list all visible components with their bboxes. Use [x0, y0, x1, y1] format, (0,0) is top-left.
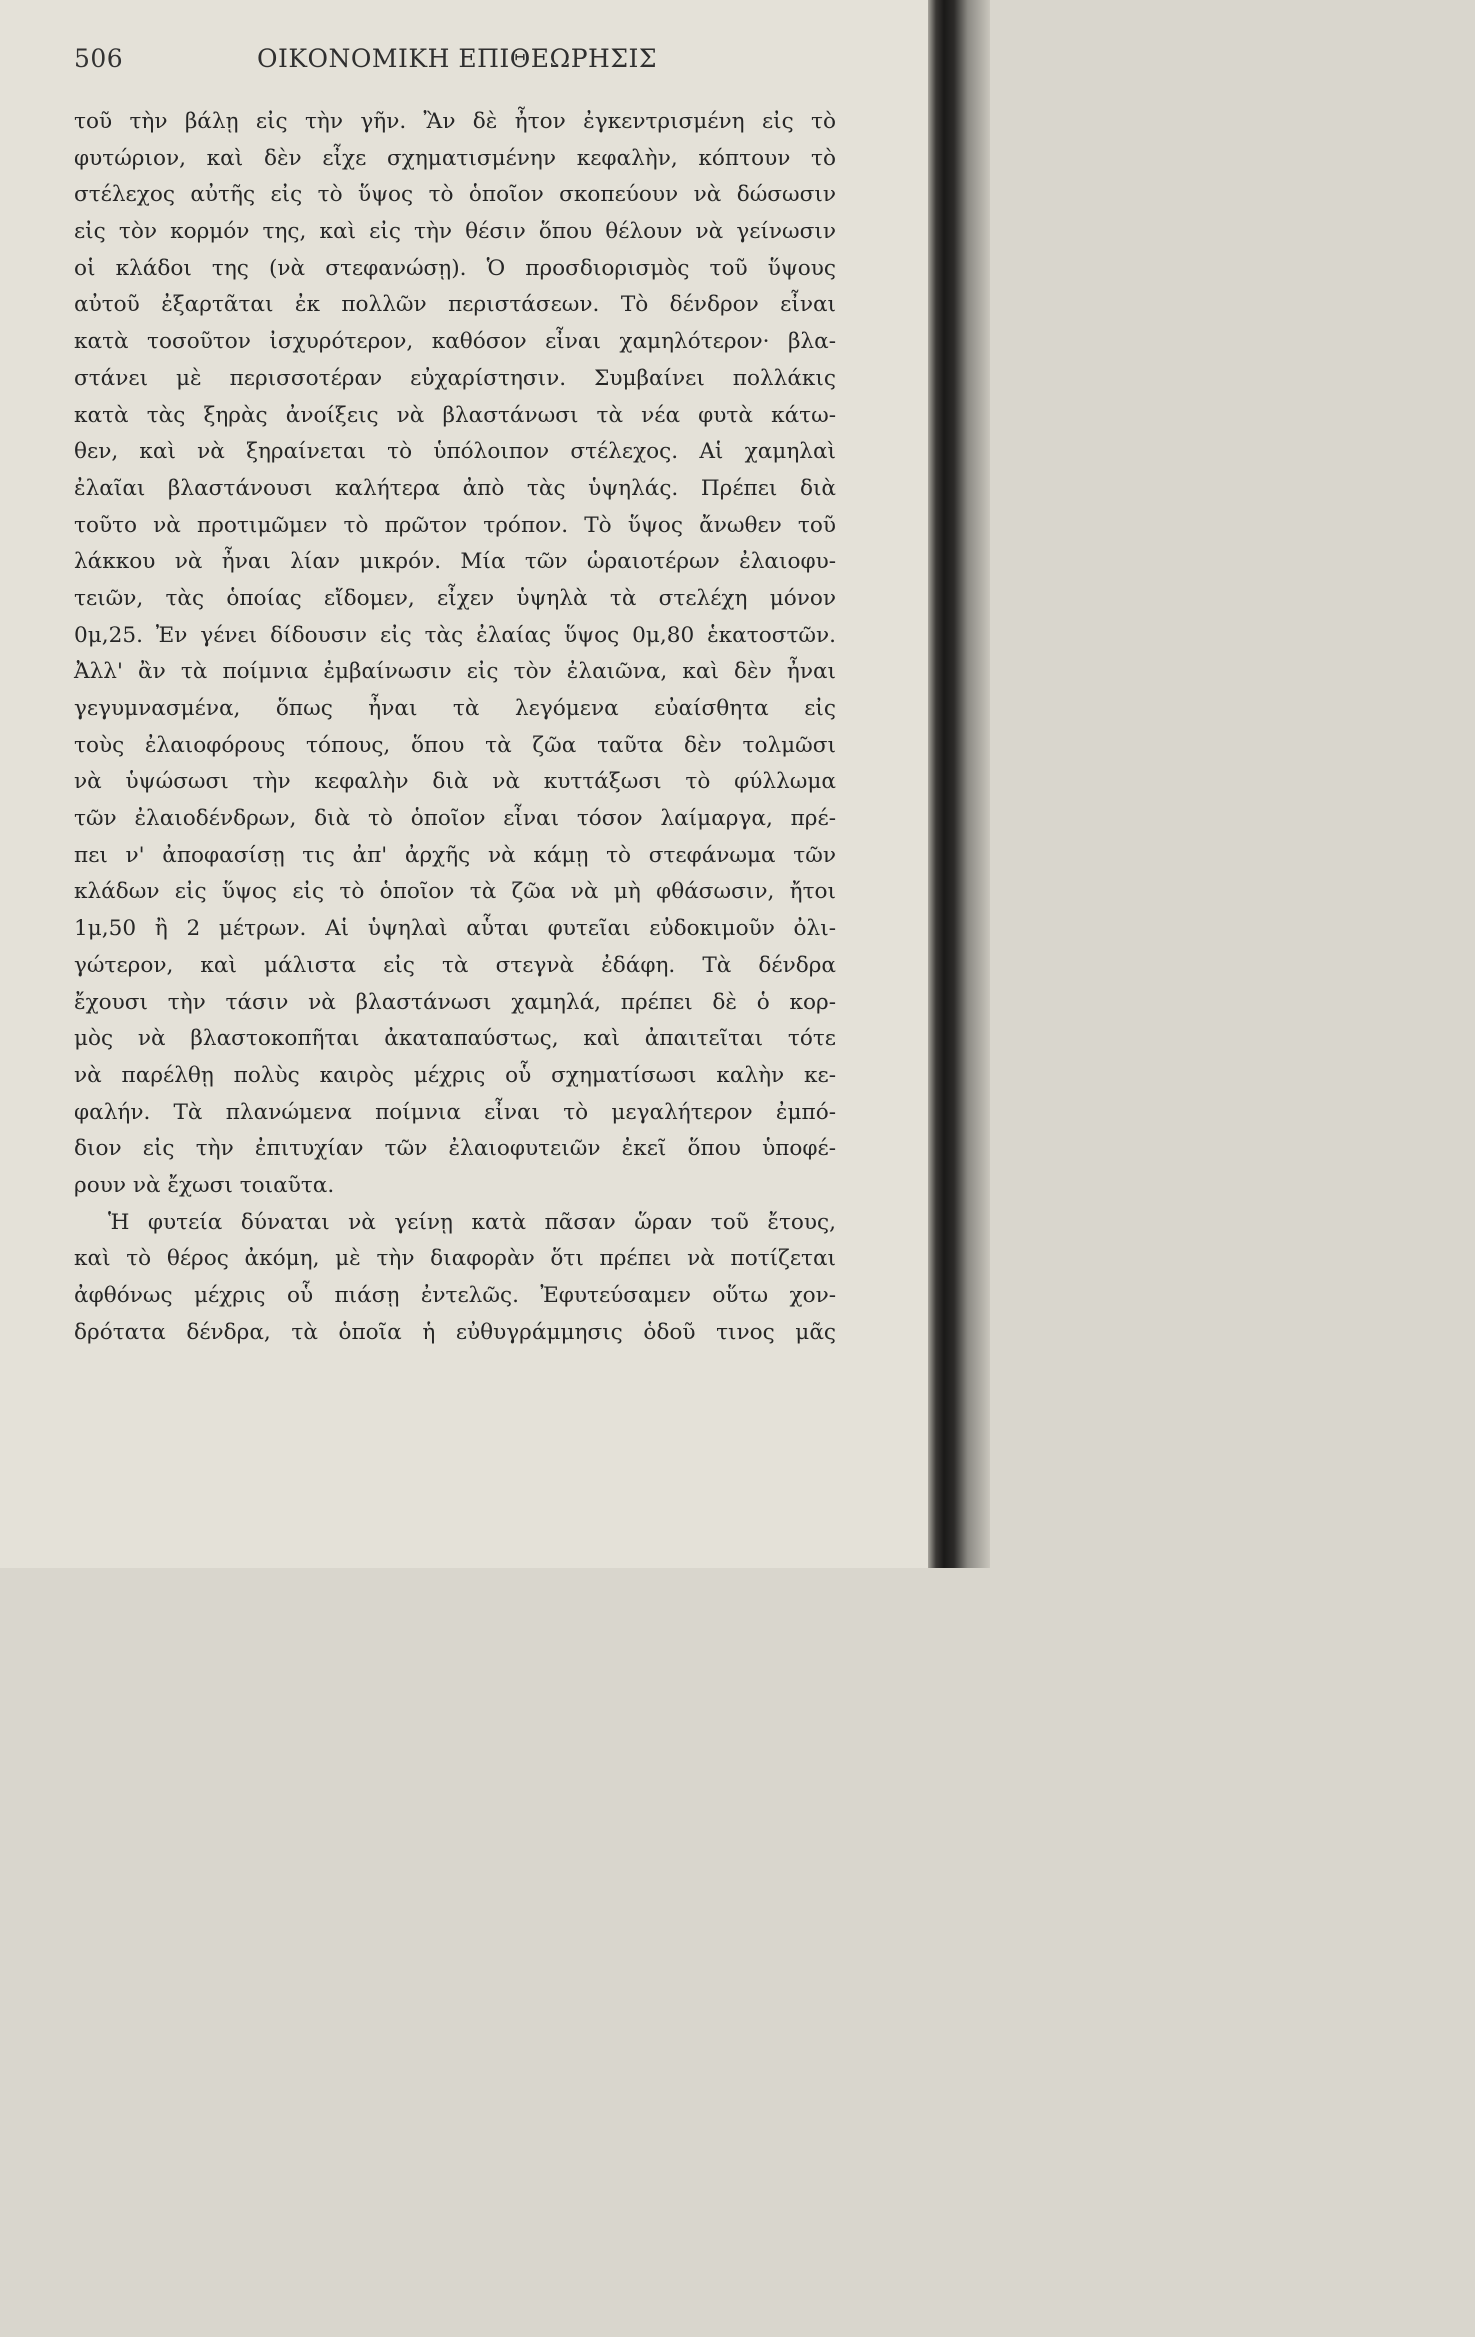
text-line: τῶν ἐλαιοδένδρων, διὰ τὸ ὁποῖον εἶναι τόσον λαίμαργα, πρέ-	[74, 806, 836, 832]
text-line: γώτερον, καὶ μάλιστα εἰς τὰ στεγνὰ ἐδάφη. Τὰ δένδρα	[74, 952, 836, 978]
text-line: εἰς τὸν κορμόν της, καὶ εἰς τὴν θέσιν ὅπου θέλουν νὰ γείνωσιν	[74, 219, 836, 245]
text-line: στέλεχος αὐτῆς εἰς τὸ ὕψος τὸ ὁποῖον σκοπεύουν νὰ δώσωσιν	[74, 182, 836, 208]
text-line: λάκκου νὰ ἦναι λίαν μικρόν. Μία τῶν ὡραιοτέρων ἐλαιοφυ-	[74, 549, 836, 575]
text-line: κατὰ τοσοῦτον ἰσχυρότερον, καθόσον εἶναι χαμηλότερον· βλα-	[74, 329, 836, 355]
text-line: αὐτοῦ ἐξαρτᾶται ἐκ πολλῶν περιστάσεων. Τὸ δένδρον εἶναι	[74, 292, 836, 318]
page-header	[74, 44, 874, 84]
text-line: τειῶν, τὰς ὁποίας εἴδομεν, εἶχεν ὑψηλὰ τὰ στελέχη μόνον	[74, 585, 836, 611]
text-line: πει ν' ἀποφασίσῃ τις ἀπ' ἀρχῆς νὰ κάμῃ τὸ στεφάνωμα τῶν	[74, 842, 836, 868]
text-line: τοὺς ἐλαιοφόρους τόπους, ὅπου τὰ ζῶα ταῦτα δὲν τολμῶσι	[74, 732, 836, 758]
text-line: Ἀλλ' ἂν τὰ ποίμνια ἐμβαίνωσιν εἰς τὸν ἐλαιῶνα, καὶ δὲν ἦναι	[74, 659, 836, 685]
text-line: τοῦτο νὰ προτιμῶμεν τὸ πρῶτον τρόπον. Τὸ ὕψος ἄνωθεν τοῦ	[74, 512, 836, 538]
text-line: μὸς νὰ βλαστοκοπῆται ἀκαταπαύστως, καὶ ἀπαιτεῖται τότε	[74, 1026, 836, 1052]
text-line: φυτώριον, καὶ δὲν εἶχε σχηματισμένην κεφαλὴν, κόπτουν τὸ	[74, 145, 836, 171]
page-number: 506	[74, 44, 124, 73]
paragraph-start-line: Ἡ φυτεία δύναται νὰ γείνῃ κατὰ πᾶσαν ὥραν τοῦ ἔτους,	[108, 1209, 836, 1235]
text-line: οἱ κλάδοι της (νὰ στεφανώσῃ). Ὁ προσδιορισμὸς τοῦ ὕψους	[74, 255, 836, 281]
text-line: στάνει μὲ περισσοτέραν εὐχαρίστησιν. Συμβαίνει πολλάκις	[74, 365, 836, 391]
text-line: κλάδων εἰς ὕψος εἰς τὸ ὁποῖον τὰ ζῶα νὰ μὴ φθάσωσιν, ἤτοι	[74, 879, 836, 905]
text-line: ἀφθόνως μέχρις οὗ πιάσῃ ἐντελῶς. Ἐφυτεύσαμεν οὕτω χον-	[74, 1283, 836, 1308]
text-line: γεγυμνασμένα, ὅπως ἦναι τὰ λεγόμενα εὐαίσθητα εἰς	[74, 696, 836, 721]
text-line: διον εἰς τὴν ἐπιτυχίαν τῶν ἐλαιοφυτειῶν ἐκεῖ ὅπου ὑποφέ-	[74, 1136, 836, 1162]
text-line: καὶ τὸ θέρος ἀκόμη, μὲ τὴν διαφορὰν ὅτι πρέπει νὰ ποτίζεται	[74, 1246, 836, 1272]
text-line: κατὰ τὰς ξηρὰς ἀνοίξεις νὰ βλαστάνωσι τὰ νέα φυτὰ κάτω-	[74, 402, 836, 428]
running-title: ΟΙΚΟΝΟΜΙΚΗ ΕΠΙΘΕΩΡΗΣΙΣ	[257, 44, 658, 73]
text-line: δρότατα δένδρα, τὰ ὁποῖα ἡ εὐθυγράμμησις ὁδοῦ τινος μᾶς	[74, 1319, 836, 1345]
text-line: θεν, καὶ νὰ ξηραίνεται τὸ ὑπόλοιπον στέλεχος. Αἱ χαμηλαὶ	[74, 439, 836, 465]
text-line: ἐλαῖαι βλαστάνουσι καλήτερα ἀπὸ τὰς ὑψηλάς. Πρέπει διὰ	[74, 475, 836, 501]
text-line: νὰ παρέλθῃ πολὺς καιρὸς μέχρις οὗ σχηματίσωσι καλὴν κε-	[74, 1062, 836, 1088]
book-page	[0, 0, 930, 1568]
book-spine-shadow	[928, 0, 990, 1568]
text-line: νὰ ὑψώσωσι τὴν κεφαλὴν διὰ νὰ κυττάξωσι τὸ φύλλωμα	[74, 769, 836, 795]
body-text	[74, 104, 836, 1351]
text-line: 0μ,25. Ἐν γένει δίδουσιν εἰς τὰς ἐλαίας ὕψος 0μ,80 ἑκατοστῶν.	[74, 622, 836, 648]
text-line: φαλήν. Τὰ πλανώμενα ποίμνια εἶναι τὸ μεγαλήτερον ἐμπό-	[74, 1099, 836, 1125]
paragraph-end-line: ρουν νὰ ἔχωσι τοιαῦτα.	[74, 1172, 335, 1198]
text-line: τοῦ τὴν βάλῃ εἰς τὴν γῆν. Ἂν δὲ ἦτον ἐγκεντρισμένη εἰς τὸ	[74, 109, 836, 134]
text-line: ἔχουσι τὴν τάσιν νὰ βλαστάνωσι χαμηλά, πρέπει δὲ ὁ κορ-	[74, 989, 836, 1015]
text-line: 1μ,50 ἢ 2 μέτρων. Αἱ ὑψηλαὶ αὗται φυτεῖαι εὐδοκιμοῦν ὀλι-	[74, 916, 836, 942]
